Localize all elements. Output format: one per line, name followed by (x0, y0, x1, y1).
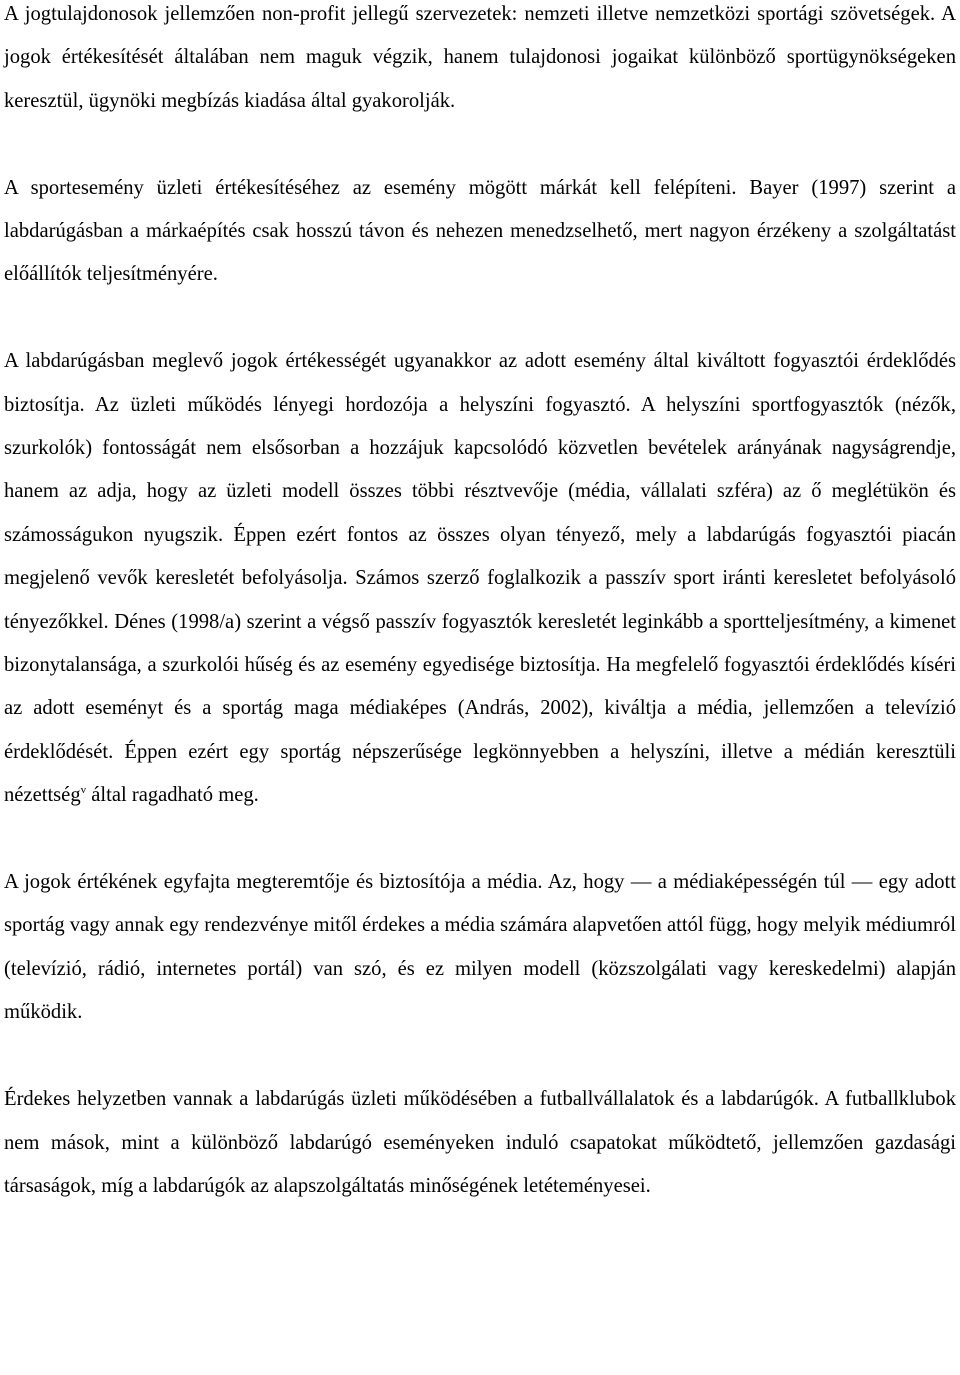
paragraph-consumer-interest-tail: által ragadható meg. (86, 784, 259, 807)
paragraph-gap (4, 297, 956, 340)
footnote-marker[interactable]: v (80, 784, 87, 797)
paragraph-consumer-interest-text: A labdarúgásban meglevő jogok értékességét ugyanakkor az adott esemény által kiváltott fogyasztói érdeklődés biztosítja. Az üzleti működés lényegi hordozója a helyszíni fogyasztó. A helyszíni sportfogyasztók (nézők, szurkolók) fontosságát nem elsősorban a hozzájuk kapcsolódó közvetlen bevételek arányának nagyságrendje, hanem az adja, hogy az üzleti modell összes többi résztvevője (média, vállalati szféra) az ő meglétükön és számosságukon nyugszik. Éppen ezért fontos az összes olyan tényező, mely a labdarúgás fogyasztói piacán megjelenő vevők keresletét befolyásolja. Számos szerző foglalkozik a passzív sport iránti keresletet befolyásoló tényezőkkel. Dénes (1998/a) szerint a végső passzív fogyasztók keresletét leginkább a sportteljesítmény, a kimenet bizonytalansága, a szurkolói hűség és az esemény egyedisége biztosítja. Ha megfelelő fogyasztói érdeklődés kíséri az adott eseményt és a sportág maga médiaképes (András, 2002), kiváltja a média, jellemzően a televízió érdeklődését. Éppen ezért egy sportág népszerűsége legkönnyebben a helyszíni, illetve a médián keresztüli nézettség (4, 350, 956, 807)
paragraph-consumer-interest (4, 340, 956, 817)
paragraph-gap (4, 818, 956, 861)
paragraph-brand-building: A sportesemény üzleti értékesítéséhez az esemény mögött márkát kell felépíteni. Bayer (1997) szerint a labdarúgásban a márkaépítés csak hosszú távon és nehezen menedzselhető, mert nagyon érzékeny a szolgáltatást előállítók teljesítményére. (4, 176, 956, 286)
paragraph-clubs-players: Érdekes helyzetben vannak a labdarúgás üzleti működésében a futballvállalatok és a labdarúgók. A futballklubok nem mások, mint a különböző labdarúgó eseményeken induló csapatokat működtető, jellemzően gazdasági társaságok, míg a labdarúgók az alapszolgáltatás minőségének letéteményesei. (4, 1088, 956, 1197)
paragraph-media-role: A jogok értékének egyfajta megteremtője és biztosítója a média. Az, hogy ― a médiaképességén túl ― egy adott sportág vagy annak egy rendezvénye mitől érdekes a média számára alapvetően attól függ, hogy melyik médiumról (televízió, rádió, internetes portál) van szó, és ez milyen modell (közszolgálati vagy kereskedelmi) alapján működik. (4, 871, 956, 1024)
paragraph-gap (4, 1035, 956, 1078)
paragraph-rights-owners: A jogtulajdonosok jellemzően non-profit jellegű szervezetek: nemzeti illetve nemzetközi sportági szövetségek. A jogok értékesítését általában nem maguk végzik, hanem tulajdonosi jogaikat különböző sportügynökségeken keresztül, ügynöki megbízás kiadása által gyakorolják. (4, 3, 956, 112)
paragraph-gap (4, 123, 956, 166)
